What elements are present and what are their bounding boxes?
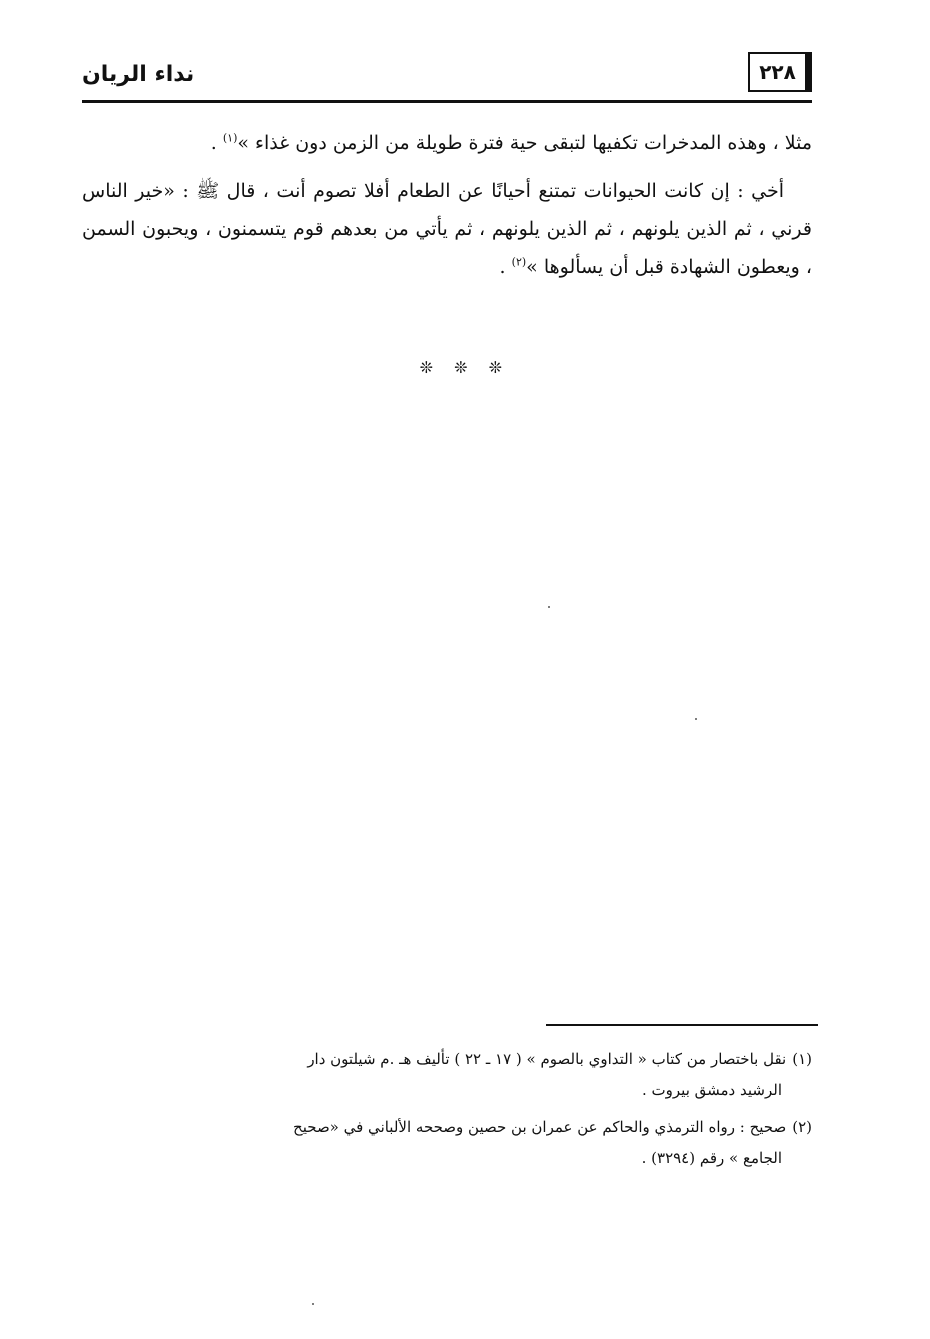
footnote-rule <box>546 1024 818 1026</box>
paragraph-2-end: . <box>499 256 512 278</box>
page-header <box>82 52 812 106</box>
scan-speck <box>548 606 550 608</box>
scan-speck <box>695 718 697 720</box>
paragraph-1-end: . <box>210 132 223 154</box>
footnote-ref-1: (١) <box>222 131 238 145</box>
footnote-2-number: (٢) <box>792 1118 812 1136</box>
header-rule <box>82 100 812 103</box>
paragraph-2 <box>82 172 812 286</box>
footnote-2-text: صحيح : رواه الترمذي والحاكم عن عمران بن حصين وصححه الألباني في «صحيح <box>293 1118 787 1136</box>
footnote-1-continuation: الرشيد دمشق بيروت . <box>641 1081 782 1099</box>
scan-speck <box>312 1303 314 1305</box>
running-title: نداء الريان <box>82 62 195 87</box>
section-separator: ❊ ❊ ❊ <box>419 358 511 377</box>
footnote-1-number: (١) <box>792 1050 812 1068</box>
footnote-2 <box>100 1112 812 1174</box>
paragraph-1-text: مثلا ، وهذه المدخرات تكفيها لتبقى حية فترة طويلة من الزمن دون غذاء » <box>237 132 812 154</box>
footnote-2-continuation: الجامع » رقم (٣٢٩٤) . <box>641 1149 782 1167</box>
footnotes <box>100 1044 812 1180</box>
paragraph-2-text: أخي : إن كانت الحيوانات تمتنع أحيانًا عن الطعام أفلا تصوم أنت ، قال ﷺ : «خير الناس قرني ، ثم الذين يلونهم ، ثم الذين يلونهم ، ثم يأتي من بعدهم قوم يتسمنون ، ويحبون السمن ، ويعطون الشهادة قبل أن يسألوها » <box>82 180 812 278</box>
footnote-1-text: نقل باختصار من كتاب « التداوي بالصوم » ( ١٧ ـ ٢٢ ) تأليف هـ .م شيلتون دار <box>307 1050 787 1068</box>
page-number: ٢٢٨ <box>748 52 812 92</box>
footnote-ref-2: (٢) <box>511 255 527 269</box>
paragraph-1 <box>82 124 812 162</box>
footnote-1 <box>100 1044 812 1106</box>
